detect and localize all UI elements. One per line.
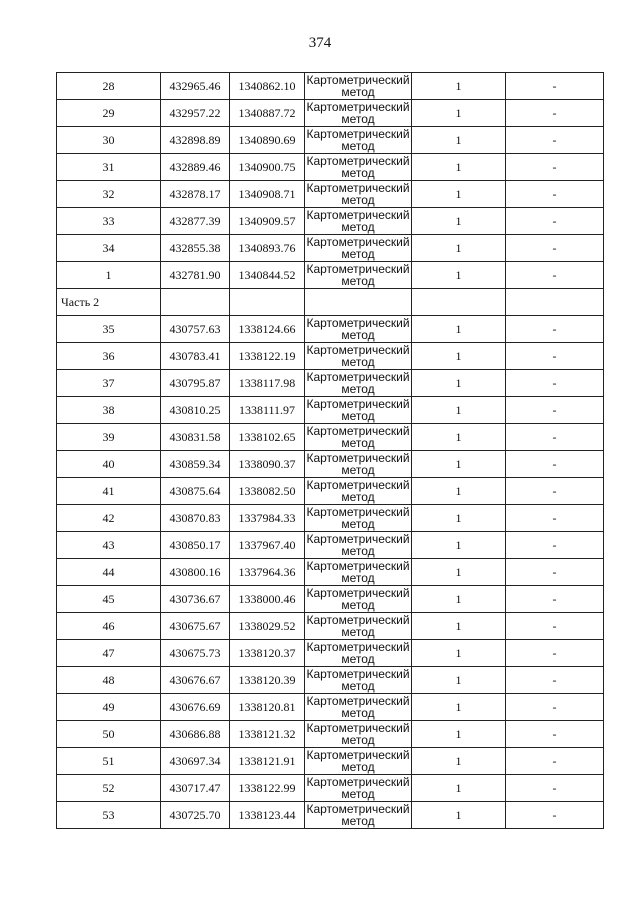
- point-number-cell: 52: [57, 775, 161, 802]
- method-text-line2: метод: [341, 409, 375, 423]
- y-coordinate-cell: 1338122.99: [230, 775, 305, 802]
- method-text-line1: Картометрический: [306, 559, 410, 573]
- table-row: [57, 478, 604, 505]
- table-row: [57, 73, 604, 100]
- table-row: [57, 694, 604, 721]
- accuracy-cell: 1: [412, 424, 506, 451]
- accuracy-cell: 1: [412, 721, 506, 748]
- method-cell: [305, 289, 412, 316]
- table-row: [57, 235, 604, 262]
- method-cell: [305, 127, 412, 154]
- method-cell: [305, 235, 412, 262]
- note-cell: -: [506, 721, 604, 748]
- method-cell: [305, 100, 412, 127]
- accuracy-cell: [412, 289, 506, 316]
- table-row: [57, 343, 604, 370]
- point-number-cell: 41: [57, 478, 161, 505]
- method-text-line1: Картометрический: [306, 262, 410, 276]
- method-text-line1: Картометрический: [306, 478, 410, 492]
- method-cell: [305, 694, 412, 721]
- note-cell: -: [506, 424, 604, 451]
- method-cell: [305, 181, 412, 208]
- note-cell: -: [506, 208, 604, 235]
- point-number-cell: 36: [57, 343, 161, 370]
- y-coordinate-cell: 1338123.44: [230, 802, 305, 829]
- point-number-cell: 38: [57, 397, 161, 424]
- accuracy-cell: 1: [412, 478, 506, 505]
- accuracy-cell: 1: [412, 181, 506, 208]
- point-number-cell: 39: [57, 424, 161, 451]
- method-text-line1: Картометрический: [306, 73, 410, 87]
- y-coordinate-cell: 1340909.57: [230, 208, 305, 235]
- x-coordinate-cell: 430850.17: [161, 532, 230, 559]
- table-row: [57, 316, 604, 343]
- table-row: [57, 397, 604, 424]
- method-text-line2: метод: [341, 760, 375, 774]
- y-coordinate-cell: 1338090.37: [230, 451, 305, 478]
- note-cell: -: [506, 802, 604, 829]
- note-cell: -: [506, 73, 604, 100]
- section-label-cell: Часть 2: [57, 289, 161, 316]
- accuracy-cell: 1: [412, 154, 506, 181]
- accuracy-cell: 1: [412, 505, 506, 532]
- x-coordinate-cell: 430870.83: [161, 505, 230, 532]
- x-coordinate-cell: [161, 289, 230, 316]
- note-cell: -: [506, 127, 604, 154]
- y-coordinate-cell: 1340900.75: [230, 154, 305, 181]
- accuracy-cell: 1: [412, 775, 506, 802]
- y-coordinate-cell: 1338122.19: [230, 343, 305, 370]
- note-cell: -: [506, 613, 604, 640]
- method-cell: [305, 424, 412, 451]
- table-row: [57, 721, 604, 748]
- method-text-line1: Картометрический: [306, 397, 410, 411]
- accuracy-cell: 1: [412, 532, 506, 559]
- x-coordinate-cell: 430686.88: [161, 721, 230, 748]
- method-cell: [305, 343, 412, 370]
- y-coordinate-cell: 1338111.97: [230, 397, 305, 424]
- method-cell: [305, 802, 412, 829]
- method-text-line2: метод: [341, 274, 375, 288]
- y-coordinate-cell: 1338120.39: [230, 667, 305, 694]
- note-cell: -: [506, 532, 604, 559]
- table-row: [57, 640, 604, 667]
- method-text-line2: метод: [341, 787, 375, 801]
- accuracy-cell: 1: [412, 559, 506, 586]
- point-number-cell: 53: [57, 802, 161, 829]
- method-cell: [305, 748, 412, 775]
- point-number-cell: 47: [57, 640, 161, 667]
- method-text-line1: Картометрический: [306, 721, 410, 735]
- method-text-line2: метод: [341, 247, 375, 261]
- section-row: [57, 289, 604, 316]
- x-coordinate-cell: 432781.90: [161, 262, 230, 289]
- point-number-cell: 30: [57, 127, 161, 154]
- point-number-cell: 45: [57, 586, 161, 613]
- method-text-line2: метод: [341, 625, 375, 639]
- y-coordinate-cell: 1340887.72: [230, 100, 305, 127]
- table-row: [57, 667, 604, 694]
- method-text-line2: метод: [341, 328, 375, 342]
- method-text-line2: метод: [341, 598, 375, 612]
- method-cell: [305, 532, 412, 559]
- method-cell: [305, 262, 412, 289]
- point-number-cell: 29: [57, 100, 161, 127]
- accuracy-cell: 1: [412, 451, 506, 478]
- method-text-line1: Картометрический: [306, 343, 410, 357]
- coordinates-table: [56, 72, 604, 829]
- method-text-line1: Картометрический: [306, 532, 410, 546]
- method-text-line1: Картометрический: [306, 316, 410, 330]
- method-text-line1: Картометрический: [306, 451, 410, 465]
- method-text-line1: Картометрический: [306, 370, 410, 384]
- table-row: [57, 586, 604, 613]
- point-number-cell: 40: [57, 451, 161, 478]
- table-row: [57, 559, 604, 586]
- point-number-cell: 48: [57, 667, 161, 694]
- y-coordinate-cell: 1338120.37: [230, 640, 305, 667]
- method-cell: [305, 370, 412, 397]
- accuracy-cell: 1: [412, 613, 506, 640]
- method-text-line1: Картометрический: [306, 586, 410, 600]
- x-coordinate-cell: 432889.46: [161, 154, 230, 181]
- x-coordinate-cell: 430675.73: [161, 640, 230, 667]
- note-cell: -: [506, 478, 604, 505]
- accuracy-cell: 1: [412, 235, 506, 262]
- x-coordinate-cell: 430810.25: [161, 397, 230, 424]
- method-cell: [305, 559, 412, 586]
- note-cell: -: [506, 181, 604, 208]
- point-number-cell: 31: [57, 154, 161, 181]
- method-text-line2: метод: [341, 436, 375, 450]
- y-coordinate-cell: 1337964.36: [230, 559, 305, 586]
- x-coordinate-cell: 430800.16: [161, 559, 230, 586]
- y-coordinate-cell: 1338029.52: [230, 613, 305, 640]
- y-coordinate-cell: 1340862.10: [230, 73, 305, 100]
- method-text-line2: метод: [341, 166, 375, 180]
- y-coordinate-cell: 1337967.40: [230, 532, 305, 559]
- method-text-line2: метод: [341, 544, 375, 558]
- accuracy-cell: 1: [412, 640, 506, 667]
- method-text-line1: Картометрический: [306, 505, 410, 519]
- note-cell: -: [506, 667, 604, 694]
- accuracy-cell: 1: [412, 397, 506, 424]
- note-cell: -: [506, 316, 604, 343]
- note-cell: -: [506, 397, 604, 424]
- x-coordinate-cell: 430697.34: [161, 748, 230, 775]
- method-text-line2: метод: [341, 139, 375, 153]
- y-coordinate-cell: 1338117.98: [230, 370, 305, 397]
- x-coordinate-cell: 432855.38: [161, 235, 230, 262]
- note-cell: -: [506, 505, 604, 532]
- point-number-cell: 34: [57, 235, 161, 262]
- method-cell: [305, 208, 412, 235]
- method-cell: [305, 505, 412, 532]
- point-number-cell: 42: [57, 505, 161, 532]
- method-cell: [305, 316, 412, 343]
- method-cell: [305, 451, 412, 478]
- method-text-line2: метод: [341, 112, 375, 126]
- method-cell: [305, 613, 412, 640]
- point-number-cell: 43: [57, 532, 161, 559]
- method-text-line1: Картометрический: [306, 181, 410, 195]
- y-coordinate-cell: 1338124.66: [230, 316, 305, 343]
- note-cell: -: [506, 370, 604, 397]
- note-cell: -: [506, 100, 604, 127]
- method-text-line2: метод: [341, 814, 375, 828]
- method-text-line1: Картометрический: [306, 235, 410, 249]
- method-cell: [305, 154, 412, 181]
- accuracy-cell: 1: [412, 262, 506, 289]
- method-cell: [305, 667, 412, 694]
- point-number-cell: 33: [57, 208, 161, 235]
- x-coordinate-cell: 430875.64: [161, 478, 230, 505]
- table-row: [57, 370, 604, 397]
- accuracy-cell: 1: [412, 748, 506, 775]
- accuracy-cell: 1: [412, 343, 506, 370]
- point-number-cell: 46: [57, 613, 161, 640]
- x-coordinate-cell: 432965.46: [161, 73, 230, 100]
- method-text-line1: Картометрический: [306, 613, 410, 627]
- table-row: [57, 127, 604, 154]
- table-row: [57, 451, 604, 478]
- accuracy-cell: 1: [412, 208, 506, 235]
- x-coordinate-cell: 432957.22: [161, 100, 230, 127]
- table-row: [57, 181, 604, 208]
- y-coordinate-cell: 1338000.46: [230, 586, 305, 613]
- y-coordinate-cell: 1340908.71: [230, 181, 305, 208]
- table-row: [57, 748, 604, 775]
- point-number-cell: 49: [57, 694, 161, 721]
- x-coordinate-cell: 430736.67: [161, 586, 230, 613]
- accuracy-cell: 1: [412, 316, 506, 343]
- note-cell: -: [506, 559, 604, 586]
- point-number-cell: 28: [57, 73, 161, 100]
- method-text-line2: метод: [341, 463, 375, 477]
- method-text-line1: Картометрический: [306, 100, 410, 114]
- x-coordinate-cell: 430725.70: [161, 802, 230, 829]
- point-number-cell: 51: [57, 748, 161, 775]
- note-cell: -: [506, 640, 604, 667]
- method-cell: [305, 586, 412, 613]
- method-text-line1: Картометрический: [306, 640, 410, 654]
- y-coordinate-cell: [230, 289, 305, 316]
- x-coordinate-cell: 430795.87: [161, 370, 230, 397]
- table-row: [57, 100, 604, 127]
- note-cell: [506, 289, 604, 316]
- method-cell: [305, 397, 412, 424]
- method-text-line1: Картометрический: [306, 694, 410, 708]
- y-coordinate-cell: 1340893.76: [230, 235, 305, 262]
- method-text-line2: метод: [341, 652, 375, 666]
- x-coordinate-cell: 430717.47: [161, 775, 230, 802]
- method-text-line2: метод: [341, 85, 375, 99]
- accuracy-cell: 1: [412, 127, 506, 154]
- accuracy-cell: 1: [412, 586, 506, 613]
- note-cell: -: [506, 748, 604, 775]
- method-text-line2: метод: [341, 355, 375, 369]
- method-text-line1: Картометрический: [306, 748, 410, 762]
- method-cell: [305, 775, 412, 802]
- method-text-line2: метод: [341, 706, 375, 720]
- accuracy-cell: 1: [412, 667, 506, 694]
- note-cell: -: [506, 154, 604, 181]
- table-row: [57, 775, 604, 802]
- accuracy-cell: 1: [412, 73, 506, 100]
- point-number-cell: 44: [57, 559, 161, 586]
- x-coordinate-cell: 432877.39: [161, 208, 230, 235]
- y-coordinate-cell: 1338120.81: [230, 694, 305, 721]
- x-coordinate-cell: 432898.89: [161, 127, 230, 154]
- table-row: [57, 802, 604, 829]
- method-cell: [305, 721, 412, 748]
- table-row: [57, 613, 604, 640]
- method-text-line2: метод: [341, 517, 375, 531]
- note-cell: -: [506, 694, 604, 721]
- accuracy-cell: 1: [412, 370, 506, 397]
- y-coordinate-cell: 1337984.33: [230, 505, 305, 532]
- accuracy-cell: 1: [412, 100, 506, 127]
- method-text-line2: метод: [341, 571, 375, 585]
- y-coordinate-cell: 1340890.69: [230, 127, 305, 154]
- method-text-line1: Картометрический: [306, 667, 410, 681]
- method-text-line1: Картометрический: [306, 424, 410, 438]
- y-coordinate-cell: 1338082.50: [230, 478, 305, 505]
- table-row: [57, 262, 604, 289]
- y-coordinate-cell: 1340844.52: [230, 262, 305, 289]
- point-number-cell: 32: [57, 181, 161, 208]
- method-text-line1: Картометрический: [306, 775, 410, 789]
- y-coordinate-cell: 1338121.91: [230, 748, 305, 775]
- point-number-cell: 50: [57, 721, 161, 748]
- note-cell: -: [506, 586, 604, 613]
- method-text-line1: Картометрический: [306, 208, 410, 222]
- table-row: [57, 424, 604, 451]
- method-text-line1: Картометрический: [306, 802, 410, 816]
- y-coordinate-cell: 1338102.65: [230, 424, 305, 451]
- x-coordinate-cell: 430676.67: [161, 667, 230, 694]
- method-cell: [305, 73, 412, 100]
- table-row: [57, 505, 604, 532]
- point-number-cell: 1: [57, 262, 161, 289]
- method-text-line2: метод: [341, 193, 375, 207]
- point-number-cell: 35: [57, 316, 161, 343]
- accuracy-cell: 1: [412, 802, 506, 829]
- table-row: [57, 154, 604, 181]
- x-coordinate-cell: 430831.58: [161, 424, 230, 451]
- method-text-line2: метод: [341, 733, 375, 747]
- x-coordinate-cell: 430757.63: [161, 316, 230, 343]
- page-number: 374: [308, 35, 332, 51]
- table-row: [57, 208, 604, 235]
- note-cell: -: [506, 775, 604, 802]
- x-coordinate-cell: 432878.17: [161, 181, 230, 208]
- method-text-line1: Картометрический: [306, 127, 410, 141]
- table-row: [57, 532, 604, 559]
- point-number-cell: 37: [57, 370, 161, 397]
- note-cell: -: [506, 262, 604, 289]
- method-text-line2: метод: [341, 382, 375, 396]
- x-coordinate-cell: 430676.69: [161, 694, 230, 721]
- method-text-line2: метод: [341, 220, 375, 234]
- x-coordinate-cell: 430859.34: [161, 451, 230, 478]
- y-coordinate-cell: 1338121.32: [230, 721, 305, 748]
- x-coordinate-cell: 430783.41: [161, 343, 230, 370]
- accuracy-cell: 1: [412, 694, 506, 721]
- method-text-line2: метод: [341, 679, 375, 693]
- method-cell: [305, 640, 412, 667]
- note-cell: -: [506, 235, 604, 262]
- method-text-line1: Картометрический: [306, 154, 410, 168]
- note-cell: -: [506, 451, 604, 478]
- note-cell: -: [506, 343, 604, 370]
- method-text-line2: метод: [341, 490, 375, 504]
- x-coordinate-cell: 430675.67: [161, 613, 230, 640]
- method-cell: [305, 478, 412, 505]
